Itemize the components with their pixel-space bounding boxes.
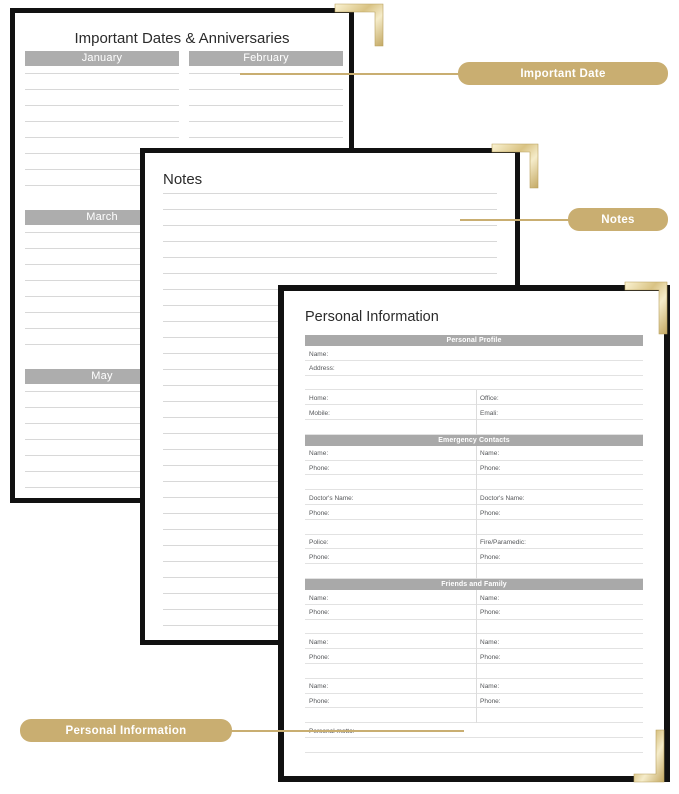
table-row <box>305 590 643 605</box>
ruled-line <box>25 121 179 122</box>
field-label: Name: <box>480 639 500 646</box>
column-divider <box>476 390 477 405</box>
field-label: Doctor's Name: <box>480 494 525 502</box>
field-label: Phone: <box>480 554 501 561</box>
field-label: Phone: <box>480 609 501 617</box>
table-row <box>305 694 643 709</box>
field-label: Name: <box>309 350 329 358</box>
table-row <box>305 505 643 520</box>
ruled-line <box>163 257 497 258</box>
field-label: Phone: <box>309 465 330 473</box>
column-divider <box>476 564 477 579</box>
field-label: Name: <box>309 683 329 691</box>
ruled-line <box>189 89 343 90</box>
ruled-line <box>163 273 497 274</box>
table-row <box>305 361 643 376</box>
month-band-january: January <box>25 51 179 66</box>
ruled-line <box>163 241 497 242</box>
callout-leader-important-date <box>240 73 462 75</box>
page-title-important-dates: Important Dates & Anniversaries <box>74 30 290 47</box>
ruled-line <box>25 137 179 138</box>
field-label: Home: <box>309 395 329 402</box>
month-band-may: May <box>25 369 179 384</box>
callout-label: Notes <box>601 213 635 226</box>
field-label: Name: <box>309 450 329 458</box>
field-label: Name: <box>480 450 500 458</box>
column-divider <box>476 405 477 420</box>
callout-leader-personal-information <box>224 730 464 732</box>
field-label: Name: <box>480 594 500 602</box>
month-band-march: March <box>25 210 179 225</box>
column-divider <box>476 420 477 435</box>
field-label: Fire/Paramedic: <box>480 539 526 547</box>
table-row <box>305 390 643 405</box>
section-heading-personal-profile: Personal Profile <box>305 335 643 346</box>
field-label: Phone: <box>480 653 501 661</box>
month-band-february: February <box>189 51 343 66</box>
table-row-blank <box>305 664 643 679</box>
ruled-line <box>163 225 497 226</box>
callout-label: Important Date <box>520 67 606 80</box>
callout-notes[interactable] <box>568 208 668 231</box>
table-row <box>305 461 643 476</box>
column-divider <box>476 620 477 635</box>
column-divider <box>476 520 477 535</box>
field-label: Police: <box>309 539 329 547</box>
table-row-blank <box>305 620 643 635</box>
field-label: Emali: <box>480 409 499 417</box>
table-row-blank <box>305 564 643 579</box>
page-title-personal-information: Personal Information <box>305 309 439 325</box>
table-row <box>305 446 643 461</box>
table-row <box>305 535 643 550</box>
field-label: Phone: <box>480 509 501 517</box>
column-divider <box>476 664 477 679</box>
ruled-line <box>25 73 179 74</box>
column-divider <box>476 446 477 461</box>
table-row-blank <box>305 520 643 535</box>
column-divider <box>476 490 477 505</box>
column-divider <box>476 694 477 709</box>
column-divider <box>476 649 477 664</box>
field-label: Phone: <box>309 509 330 517</box>
field-label: Mobile: <box>309 409 330 417</box>
field-label: Doctor's Name: <box>309 494 354 502</box>
field-label: Office: <box>480 395 499 402</box>
column-divider <box>476 679 477 694</box>
field-label: Name: <box>480 683 500 691</box>
page-personal-information[interactable] <box>278 285 670 782</box>
column-divider <box>476 549 477 564</box>
column-divider <box>476 505 477 520</box>
ruled-line <box>163 193 497 194</box>
callout-personal-information[interactable] <box>20 719 232 742</box>
field-label: Name: <box>309 639 329 646</box>
field-label: Address: <box>309 365 335 373</box>
ruled-line <box>189 105 343 106</box>
table-row <box>305 649 643 664</box>
column-divider <box>476 535 477 550</box>
table-row-blank <box>305 420 643 435</box>
table-row-blank <box>305 475 643 490</box>
field-label: Name: <box>309 594 329 602</box>
table-row <box>305 634 643 649</box>
field-label: Phone: <box>309 653 330 661</box>
table-row-blank <box>305 376 643 391</box>
callout-label: Personal Information <box>65 724 187 737</box>
column-divider <box>476 634 477 649</box>
field-label: Phone: <box>480 698 501 706</box>
field-label: Phone: <box>309 698 330 706</box>
column-divider <box>476 708 477 723</box>
column-divider <box>476 461 477 476</box>
section-heading-emergency-contacts: Emergency Contacts <box>305 435 643 446</box>
ruled-line <box>189 137 343 138</box>
ruled-line <box>25 89 179 90</box>
column-divider <box>476 590 477 605</box>
table-row <box>305 405 643 420</box>
ruled-line <box>25 105 179 106</box>
table-row-blank <box>305 708 643 723</box>
table-row <box>305 346 643 361</box>
table-row <box>305 549 643 564</box>
page-title-notes: Notes <box>163 171 203 188</box>
field-label: Phone: <box>309 554 330 561</box>
table-row-blank <box>305 738 643 753</box>
callout-leader-notes <box>460 219 570 221</box>
table-row <box>305 605 643 620</box>
page-personal-information-surface <box>284 291 664 776</box>
field-label: Phone: <box>480 465 501 473</box>
table-row <box>305 490 643 505</box>
column-divider <box>476 605 477 620</box>
field-label: Phone: <box>309 609 330 617</box>
table-row <box>305 679 643 694</box>
ruled-line <box>189 121 343 122</box>
callout-important-date[interactable] <box>458 62 668 85</box>
section-heading-friends-and-family: Friends and Family <box>305 579 643 590</box>
ruled-line <box>163 209 497 210</box>
column-divider <box>476 475 477 490</box>
